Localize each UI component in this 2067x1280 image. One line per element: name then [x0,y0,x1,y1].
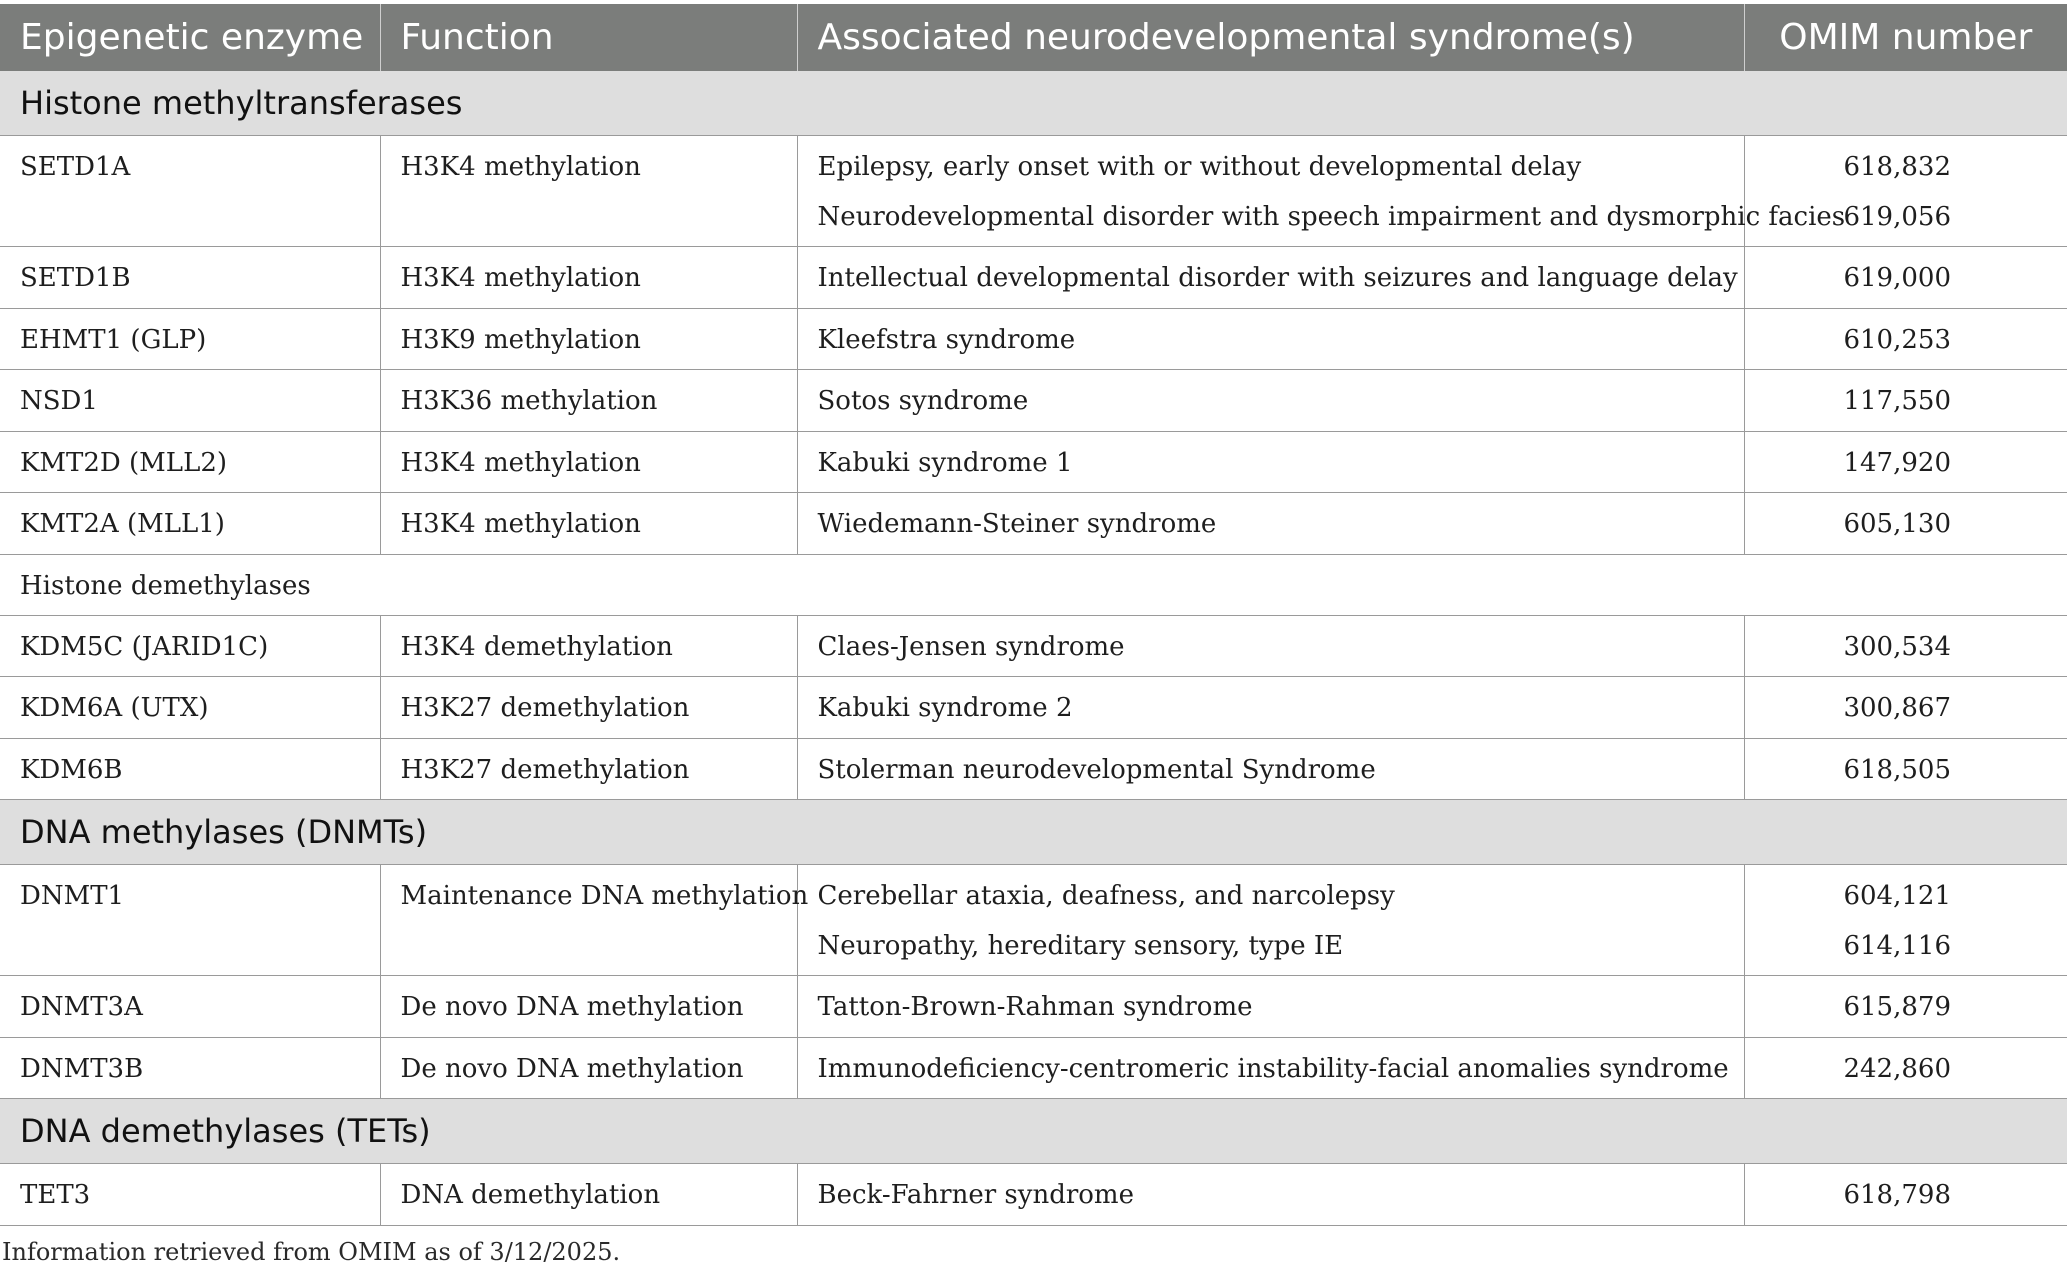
omim-cell: 300,534 [1744,615,2067,677]
syndrome-text: Epilepsy, early onset with or without developmental delay [817,152,1582,182]
syndrome-cell: Wiedemann-Steiner syndrome [797,493,1744,555]
header-function: Function [380,4,797,71]
omim-cell: 618,798 [1744,1164,2067,1226]
enzyme-cell: SETD1A [0,136,380,247]
omim-cell: 615,879 [1744,976,2067,1038]
enzyme-cell: DNMT3B [0,1037,380,1099]
section-row [0,1099,2067,1164]
omim-cell: 147,920 [1744,431,2067,493]
table-row [0,493,2067,555]
function-cell: H3K4 demethylation [380,615,797,677]
syndrome-cell [797,865,1744,976]
enzyme-cell: NSD1 [0,370,380,432]
table-row [0,136,2067,247]
syndrome-cell: Sotos syndrome [797,370,1744,432]
table-row [0,738,2067,800]
omim-cell: 117,550 [1744,370,2067,432]
enzyme-cell: TET3 [0,1164,380,1226]
function-cell: H3K27 demethylation [380,738,797,800]
syndrome-cell [797,136,1846,247]
syndrome-cell: Claes-Jensen syndrome [797,615,1744,677]
syndrome-cell: Kleefstra syndrome [797,308,1744,370]
omim-cell: 242,860 [1744,1037,2067,1099]
subsection-title: Histone demethylases [0,554,2067,615]
table-footnote: Information retrieved from OMIM as of 3/12/2025. [2,1238,621,1266]
function-cell: H3K4 methylation [380,493,797,555]
enzyme-cell: EHMT1 (GLP) [0,308,380,370]
omim-number: 618,832 [1843,152,1951,182]
table-row [0,247,2067,309]
function-cell: H3K4 methylation [380,431,797,493]
enzyme-cell: KMT2D (MLL2) [0,431,380,493]
table-row [0,677,2067,739]
function-cell: H3K4 methylation [380,136,797,247]
omim-cell: 619,000 [1744,247,2067,309]
function-cell: H3K9 methylation [380,308,797,370]
omim-cell: 618,505 [1744,738,2067,800]
table-header-row [0,4,2067,71]
enzyme-cell: DNMT1 [0,865,380,976]
table-row [0,1164,2067,1226]
enzyme-cell: KDM6A (UTX) [0,677,380,739]
syndrome-text: Cerebellar ataxia, deafness, and narcolepsy [817,881,1395,911]
section-row [0,800,2067,865]
syndrome-text: Neuropathy, hereditary sensory, type IE [817,931,1344,961]
omim-number: 619,056 [1843,202,1951,232]
table-row [0,431,2067,493]
section-title: DNA methylases (DNMTs) [0,800,2067,865]
syndrome-cell: Kabuki syndrome 2 [797,677,1744,739]
table-row [0,976,2067,1038]
function-cell: Maintenance DNA methylation [380,865,797,976]
enzyme-cell: KMT2A (MLL1) [0,493,380,555]
function-cell: H3K36 methylation [380,370,797,432]
enzyme-cell: KDM6B [0,738,380,800]
table-row [0,865,2067,976]
omim-number: 614,116 [1843,931,1951,961]
omim-number: 604,121 [1843,881,1951,911]
enzyme-cell: KDM5C (JARID1C) [0,615,380,677]
table-row [0,615,2067,677]
function-cell: H3K27 demethylation [380,677,797,739]
omim-cell [1744,865,2067,976]
header-epigenetic-enzyme: Epigenetic enzyme [0,4,380,71]
syndrome-cell: Stolerman neurodevelopmental Syndrome [797,738,1744,800]
function-cell: De novo DNA methylation [380,976,797,1038]
syndrome-cell: Tatton-Brown-Rahman syndrome [797,976,1744,1038]
enzyme-cell: DNMT3A [0,976,380,1038]
epigenetic-enzyme-table [0,4,2067,1226]
function-cell: DNA demethylation [380,1164,797,1226]
omim-cell: 610,253 [1744,308,2067,370]
syndrome-cell: Immunodeficiency-centromeric instability-facial anomalies syndrome [797,1037,1744,1099]
section-row [0,71,2067,136]
enzyme-cell: SETD1B [0,247,380,309]
function-cell: H3K4 methylation [380,247,797,309]
table-row [0,370,2067,432]
syndrome-cell: Kabuki syndrome 1 [797,431,1744,493]
function-cell: De novo DNA methylation [380,1037,797,1099]
subsection-row [0,554,2067,615]
section-title: Histone methyltransferases [0,71,2067,136]
section-title: DNA demethylases (TETs) [0,1099,2067,1164]
syndrome-cell: Intellectual developmental disorder with seizures and language delay [797,247,1744,309]
header-associated-syndromes: Associated neurodevelopmental syndrome(s) [797,4,1744,71]
omim-cell: 605,130 [1744,493,2067,555]
table-row [0,308,2067,370]
header-omim-number: OMIM number [1744,4,2067,71]
omim-cell: 300,867 [1744,677,2067,739]
table-row [0,1037,2067,1099]
syndrome-text: Neurodevelopmental disorder with speech impairment and dysmorphic facies [817,202,1846,232]
syndrome-cell: Beck-Fahrner syndrome [797,1164,1744,1226]
